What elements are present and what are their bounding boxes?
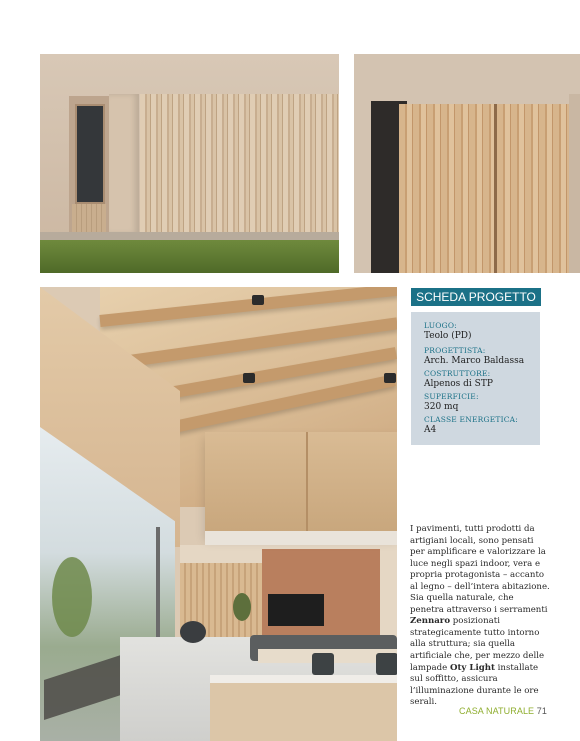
fact-label: LUOGO: bbox=[424, 321, 457, 330]
wall-frame bbox=[109, 94, 139, 234]
fact-label: SUPERFICIE: bbox=[424, 392, 479, 401]
brand-name: Oty Light bbox=[449, 662, 495, 673]
brand-name: Zennaro bbox=[410, 616, 451, 627]
fact-location bbox=[424, 321, 472, 342]
article-paragraph bbox=[410, 524, 550, 709]
wood-slat-cladding bbox=[140, 94, 339, 236]
fact-label: COSTRUTTORE: bbox=[424, 369, 491, 378]
fact-label: CLASSE ENERGETICA: bbox=[424, 415, 519, 424]
kitchen-counter bbox=[210, 675, 397, 741]
wooden-sliding-door bbox=[399, 104, 569, 273]
wall-edge bbox=[569, 94, 580, 273]
facade-photo bbox=[40, 54, 339, 273]
chair bbox=[312, 653, 334, 675]
window-wood-panel bbox=[72, 204, 106, 232]
chair bbox=[376, 653, 397, 675]
fact-value: Arch. Marco Baldassa bbox=[424, 356, 525, 366]
lawn bbox=[40, 240, 339, 273]
magazine-name: CASA NATURALE bbox=[459, 706, 535, 716]
ceiling-spotlight bbox=[384, 373, 396, 383]
bean-bag bbox=[180, 621, 206, 643]
fact-label: PROGETTISTA: bbox=[424, 346, 486, 355]
fact-value: Alpenos di STP bbox=[424, 379, 493, 389]
indoor-plant bbox=[233, 593, 251, 621]
project-card bbox=[411, 312, 540, 445]
fact-value: A4 bbox=[424, 425, 437, 435]
volume-underside bbox=[205, 531, 397, 545]
gravel-path bbox=[40, 232, 339, 240]
page-footer bbox=[459, 706, 547, 716]
paragraph-text: I pavimenti, tutti prodotti da artigiani locali, sono pensati per amplificare e valorizzare la luce negli spazi indoor, vera e propria protagonista – accanto al legno – dell’intera abitazione. Sia quella naturale, che penetra attraverso i serramenti bbox=[410, 524, 550, 615]
ceiling-spotlight bbox=[243, 373, 255, 383]
fact-surface bbox=[424, 392, 479, 413]
door-seam bbox=[494, 104, 497, 273]
fact-designer bbox=[424, 346, 524, 367]
paragraph-text: installate sul soffitto, assicura l’illuminazione durante le ore serali. bbox=[410, 662, 539, 708]
ceiling-spotlight bbox=[252, 295, 264, 305]
page-number: 71 bbox=[536, 706, 547, 716]
fact-value: 320 mq bbox=[424, 402, 459, 412]
fact-energy-class bbox=[424, 415, 518, 436]
volume-seam bbox=[306, 432, 308, 535]
sliding-door-photo bbox=[354, 54, 580, 273]
fact-value: Teolo (PD) bbox=[424, 331, 472, 341]
fact-builder bbox=[424, 369, 493, 390]
paragraph-text: posizionati strategicamente tutto intorno alla struttura; sia quella artificiale che, per mezzo delle lampade bbox=[410, 616, 545, 673]
suspended-wood-volume bbox=[205, 432, 397, 535]
project-card-title: SCHEDA PROGETTO bbox=[411, 288, 541, 306]
garden-tree bbox=[52, 557, 92, 637]
television bbox=[268, 594, 324, 626]
facade-window bbox=[75, 104, 105, 204]
interior-photo bbox=[40, 287, 397, 741]
